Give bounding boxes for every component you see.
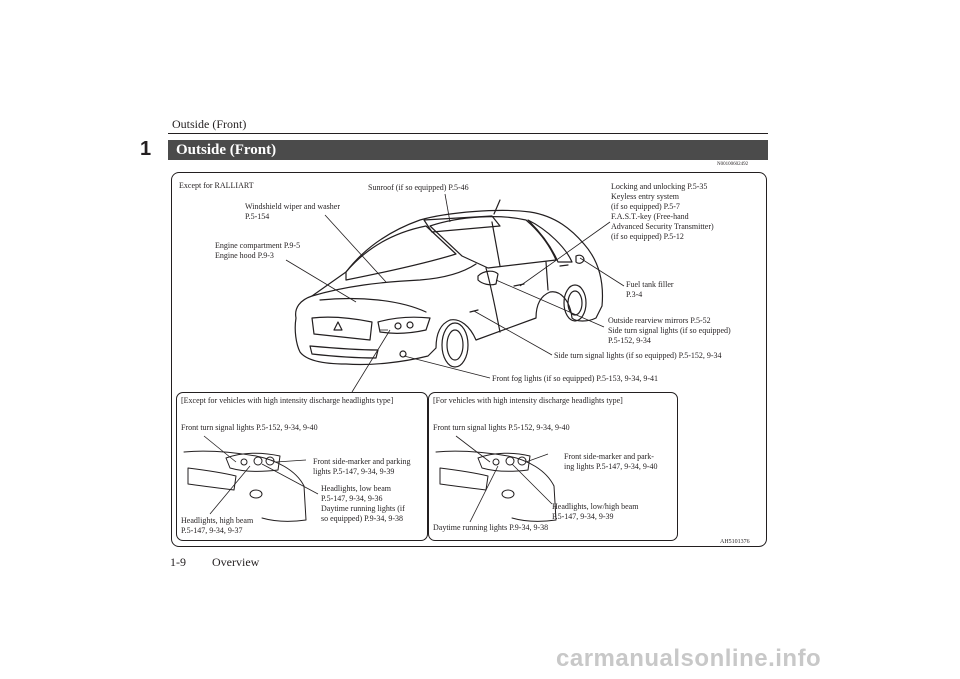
document-code: N00100602492 (717, 162, 749, 167)
callout-sunroof (445, 194, 450, 222)
right-label-drl: Daytime running lights P.9-34, 9-38 (433, 523, 549, 532)
footer-title: Overview (212, 555, 260, 569)
label-fog: Front fog lights (if so equipped) P.5-153, 9-34, 9-41 (492, 374, 658, 383)
right-label-turn: Front turn signal lights P.5-152, 9-34, 9-40 (433, 423, 570, 432)
fuel-filler (576, 255, 584, 263)
callout-mirrors (496, 280, 604, 327)
label-engine: Engine compartment P.9-5 Engine hood P.9-3 (215, 241, 301, 260)
door-handle-2 (560, 265, 568, 266)
front-grille (312, 317, 372, 340)
car-hood-line (312, 264, 476, 296)
left-detail-lens (254, 457, 262, 465)
callout-link-to-panel (352, 330, 390, 392)
callout-side-turn (474, 311, 552, 355)
left-label-turn: Front turn signal lights P.5-152, 9-34, 9-40 (181, 423, 318, 432)
right-detail-lens (506, 457, 514, 465)
right-detail-grille (440, 468, 488, 490)
callout-wiper (325, 215, 386, 282)
car-window-divider (492, 222, 500, 266)
left-panel-title: [Except for vehicles with high intensity discharge headlights type] (181, 396, 394, 405)
chapter-number: 1 (140, 138, 152, 160)
headlight-lens-2 (407, 322, 413, 328)
left-detail-grille (188, 468, 236, 490)
car-antenna (494, 200, 500, 214)
door-line (486, 268, 500, 332)
right-label-side-marker: Front side-marker and park- ing lights P.5-147, 9-34, 9-40 (564, 452, 658, 471)
variant-label: Except for RALLIART (179, 181, 254, 190)
page-number: 1-9 (170, 555, 186, 569)
headlight (378, 317, 430, 333)
left-label-low-beam: Headlights, low beam P.5-147, 9-34, 9-36 Daytime running lights (if so equipped) P.9-34, 9-38 (321, 484, 405, 523)
left-detail-fog (250, 490, 262, 498)
callout-fog (404, 356, 490, 378)
label-side-turn: Side turn signal lights (if so equipped) P.5-152, 9-34 (554, 351, 722, 360)
lower-grille (310, 346, 378, 358)
section-title: Outside (Front) (168, 140, 768, 160)
label-sunroof: Sunroof (if so equipped) P.5-46 (368, 183, 469, 192)
right-panel-title: [For vehicles with high intensity discharge headlights type] (433, 396, 623, 405)
callout-engine (286, 260, 356, 302)
front-emblem (334, 322, 342, 330)
car-hood-crease (320, 299, 426, 313)
left-label-high-beam: Headlights, high beam P.5-147, 9-34, 9-37 (181, 516, 254, 535)
rear-wheel-rim (568, 291, 582, 315)
label-fuel-filler: Fuel tank filler P.3-4 (626, 280, 674, 299)
right-label-low-high: Headlights, low/high beam P.5-147, 9-34, 9-39 (552, 502, 639, 521)
headlight-lens-1 (395, 323, 401, 329)
label-mirrors: Outside rearview mirrors P.5-52 Side turn signal lights (if so equipped) P.5-152, 9-34 (608, 316, 731, 345)
label-locking: Locking and unlocking P.5-35 Keyless entry system (if so equipped) P.5-7 F.A.S.T.-key (Free-hand Advanced Security Transmitter) (if so equipped) P.5-12 (611, 182, 714, 241)
right-detail-headlamp (478, 453, 530, 471)
right-detail-fog (502, 490, 514, 498)
front-wheel-rim (447, 330, 463, 360)
running-header-title: Outside (Front) (172, 117, 247, 131)
callout-locking (520, 222, 610, 286)
watermark: carmanualsonline.info (556, 645, 822, 672)
left-label-side-marker: Front side-marker and parking lights P.5-147, 9-34, 9-39 (313, 457, 411, 476)
label-wiper: Windshield wiper and washer P.5-154 (245, 202, 340, 221)
figure-code: AH5101376 (720, 539, 750, 545)
car-body-outline (295, 210, 602, 364)
